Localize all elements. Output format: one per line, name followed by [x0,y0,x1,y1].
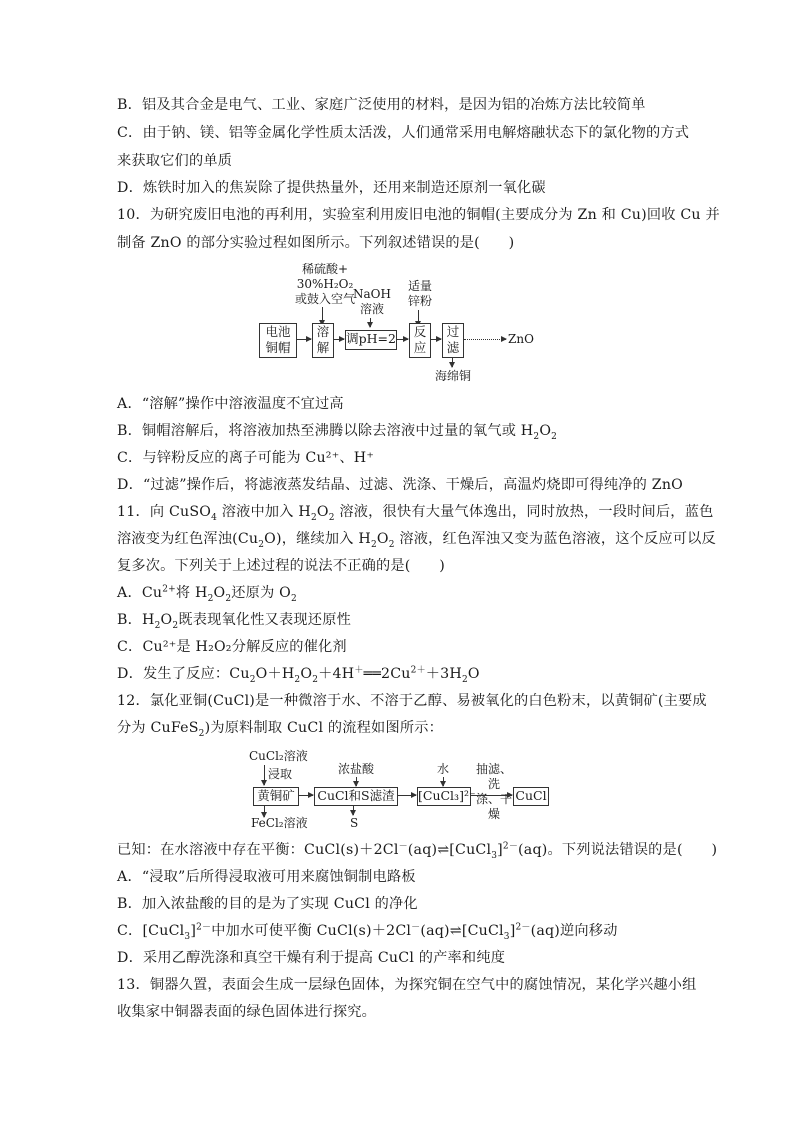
arrow-right [430,339,441,340]
question-13-stem: 13．铜器久置，表面会生成一层绿色固体，为探究铜在空气中的腐蚀情况，某化学兴趣小组 [117,977,697,993]
reagent-acid: 稀硫酸+ 30%H₂O₂ 或鼓入空气 [294,262,355,306]
arrow-down [452,357,453,367]
question-11-stem-cont2: 复多次。下列关于上述过程的说法不正确的是( ) [117,558,445,574]
question-11-stem: 11．向 CuSO$_4$ 溶液中加入 $H_2O_2$ 溶液，很快有大量气体逸出，同时放热，一段时间后，蓝色 [117,504,714,523]
box-filter: 过 滤 [442,323,464,358]
option-12c: C．[CuCl$_3$]$^{2-}$中加水可使平衡 CuCl(s)＋2Cl－(aq)⇌[CuCl$_3$]$^{2-}$(aq)逆向移动 [117,922,618,942]
question-10-stem: 10．为研究废旧电池的再利用，实验室利用废旧电池的铜帽(主要成分为 Zn 和 Cu)回收 Cu 并 [117,207,720,223]
arrow-down [353,805,354,815]
label-filter-wash-dry: 抽滤、洗 涤、干燥 [475,762,512,821]
box-dissolve: 溶 解 [312,323,334,358]
arrow-right [298,795,313,796]
option-10c: C．与锌粉反应的离子可能为 Cu²⁺、H⁺ [117,450,375,466]
option-12a: A．“浸取”后所得浸取液可用来腐蚀铜制电路板 [117,869,416,885]
arrow-down [443,777,444,786]
arrow-down [370,318,371,327]
reagent-cucl2: CuCl₂溶液 [249,749,308,763]
byproduct-sulfur: S [350,816,359,830]
product-zno: ZnO [508,332,534,346]
option-11d: D．发生了反应：$Cu_2O+H_2O_2+4H^+══2Cu^{2+}+3H_2O$ [117,665,480,685]
box-cucl-product: CuCl [513,787,549,806]
option-10a: A．“溶解”操作中溶液温度不宜过高 [117,396,344,412]
byproduct-sponge-copper: 海绵铜 [434,369,471,383]
option-12b: B．加入浓盐酸的目的是为了实现 CuCl 的净化 [117,896,418,912]
question-13-stem-cont: 收集家中铜器表面的绿色固体进行探究。 [117,1004,376,1020]
question-10-stem-cont: 制备 ZnO 的部分实验过程如图所示。下列叙述错误的是( ) [117,235,515,251]
arrow-right [396,339,408,340]
label-leach: 浸取 [268,767,293,781]
box-chalcopyrite: 黄铜矿 [253,787,299,806]
option-9c-cont: 来获取它们的单质 [117,153,233,169]
arrow-down [356,777,357,786]
option-10d: D．“过滤”操作后，将滤液蒸发结晶、过滤、洗涤、干燥后，高温灼烧即可得纯净的 ZnO [117,477,683,493]
reagent-water: 水 [437,762,450,776]
byproduct-fecl2: FeCl₂溶液 [251,816,308,830]
box-react: 反 应 [409,323,431,358]
question-11-stem-cont: 溶液变为红色浑浊$(Cu_2O)$，继续加入 $H_2O_2$ 溶液，红色浑浊又变为蓝色溶液，这个反应可以反 [117,531,716,550]
question-12-known: 已知：在水溶液中存在平衡：CuCl(s)＋2Cl－(aq)⇌[CuCl$_3$]$^{2-}$(aq)。下列说法错误的是( ) [117,841,718,861]
box-battery-cap: 电池 铜帽 [259,323,297,358]
option-11c: C．Cu²⁺是 H₂O₂分解反应的催化剂 [117,639,347,655]
arrow-down [264,765,265,785]
option-11b: B．$H_2O_2$既表现氧化性又表现还原性 [117,612,351,631]
dotted-arrow [464,339,506,340]
reagent-naoh: NaOH 溶液 [353,287,391,316]
box-cucl3-complex: [CuCl₃]²⁻ [417,787,471,806]
box-filter-residue: CuCl和S滤渣 [314,787,398,806]
arrow-right [333,339,344,340]
question-12-stem: 12．氯化亚铜(CuCl)是一种微溶于水、不溶于乙醇、易被氧化的白色粉末，以黄铜矿(主要成 [117,693,707,709]
question-12-stem-cont: 分为 CuFeS$_2$)为原料制取 CuCl 的流程如图所示： [117,720,443,739]
option-9c: C．由于钠、镁、铝等金属化学性质太活泼，人们通常采用电解熔融状态下的氯化物的方式 [117,125,690,141]
option-12d: D．采用乙醇洗涤和真空干燥有利于提高 CuCl 的产率和纯度 [117,950,506,966]
option-10b: B．铜帽溶解后，将溶液加热至沸腾以除去溶液中过量的氧气或 $H_2O_2$ [117,423,558,442]
box-adjust-ph: 调pH=2 [345,330,397,350]
option-9b: B．铝及其合金是电气、工业、家庭广泛使用的材料，是因为铝的冶炼方法比较简单 [117,97,646,113]
arrow-right [397,795,416,796]
option-9d: D．炼铁时加入的焦炭除了提供热量外，还用来制造还原剂一氧化碳 [117,180,546,196]
option-11a: A．$Cu^{2+}$将 $H_2O_2$还原为 $O_2$ [117,584,297,604]
arrow-right [296,339,311,340]
reagent-hcl: 浓盐酸 [338,762,375,776]
arrow-right [470,795,512,796]
reagent-zinc: 适量 锌粉 [407,279,432,308]
